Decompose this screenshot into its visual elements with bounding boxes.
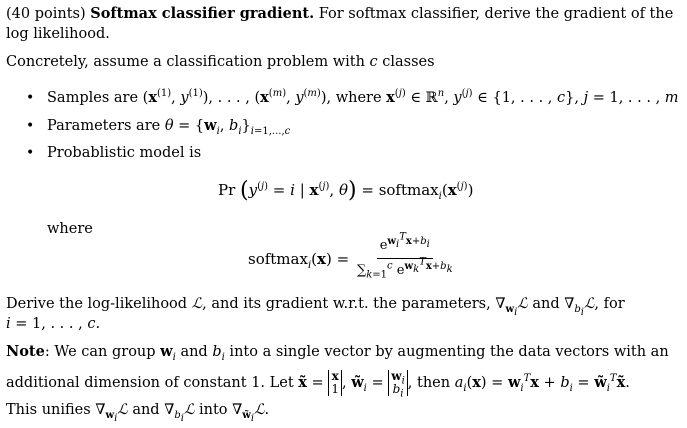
model-equation: Pr ($y^{(j)} = i$ | $x^{(j)}$, $\theta) = softmax_i(x^{(j)})$	[218, 178, 474, 203]
derive-paragraph-line1: Derive the log-likelihood ℒ, and its gradient w.r.t. the parameters, $\nabla_{w_i}ℒ$ and $\nabla_{b_i}ℒ$, for	[6, 296, 625, 318]
problem-title: Softmax classifier gradient.	[90, 5, 315, 22]
concretely-paragraph: Concretely, assume a classification problem with c classes	[6, 54, 435, 70]
bullet-icon: •	[26, 118, 35, 134]
problem-intro-continued: log likelihood.	[6, 26, 110, 42]
bullet-icon: •	[26, 90, 35, 106]
problem-header-line	[6, 4, 679, 24]
where-label: where	[47, 221, 93, 237]
problem-intro: For softmax classifier, derive the gradient of the	[314, 6, 674, 22]
softmax-fraction: $\frac{e^{w_i^Tx+b_i}}{\sum_{k=1}^c e^{w_k^Tx+b_k}}$	[356, 231, 453, 281]
note-paragraph-line3: This unifies $\nabla_{w_i}ℒ$ and $\nabla_{b_i}ℒ$ into $\nabla_{w̃_i}ℒ$.	[6, 402, 270, 424]
softmax-equation: softmax$_i$(x) = $\frac{e^{w_i^Tx+b_i}}{\sum_{k=1}^c e^{w_k^Tx+b_k}}$	[248, 236, 456, 281]
note-paragraph-line1: Note: We can group $w_i$ and $b_i$ into a single vector by augmenting the data vectors with an	[6, 343, 669, 363]
points-label: (40 points)	[6, 6, 86, 22]
bullet-parameters: Parameters are $\theta = \{w_i$, $b_i\}_{i=1,...,c}$	[47, 117, 291, 137]
note-paragraph-line2: additional dimension of constant 1. Let x̃ = x 1 , $w̃_i = w_i$ $b_i$, then $a_i(x) = w_i^Tx + b_i$ = $w̃_i^Tx̃$.	[6, 369, 630, 400]
note-label: Note	[6, 343, 45, 360]
derive-paragraph-line2: i = 1, . . . , c.	[6, 316, 101, 332]
bullet-samples: Samples are ($x^{(1)}$, $y^{(1)}$), . . . , ($x^{(m)}$, $y^{(m)}$), where $x^{(j)}$ ∈ ℝ$^n$, $y^{(j)}$ ∈ {1, . . . , c}, j = 1, . . . , m	[47, 88, 679, 106]
bullet-model: Probablistic model is	[47, 145, 202, 161]
bullet-icon: •	[26, 145, 35, 161]
